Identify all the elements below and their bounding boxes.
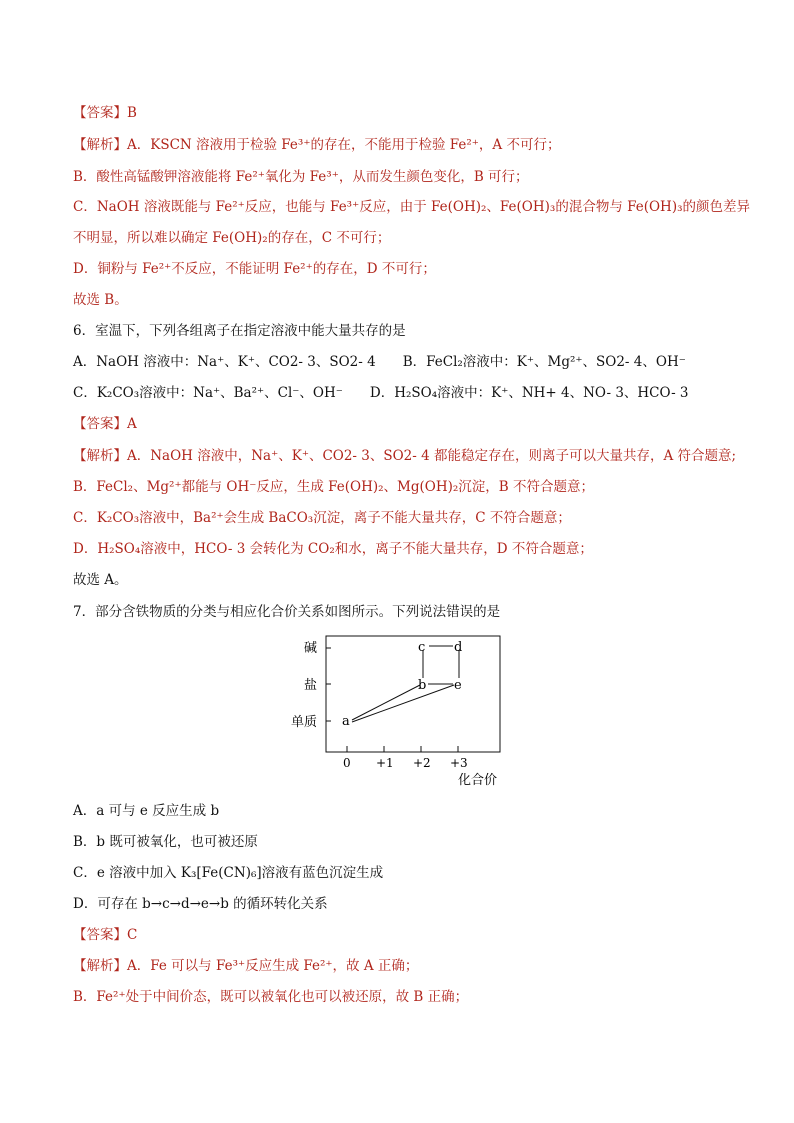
text-line: B．Fe²⁺处于中间价态，既可以被氧化也可以被还原，故 B 正确； [73, 989, 469, 1005]
x-label-1: +1 [376, 756, 394, 770]
line-a-b [352, 685, 420, 720]
text-line: 【解析】A．NaOH 溶液中，Na⁺、K⁺、CO2- 3、SO2- 4 都能稳定存在，则离子可以大量共存，A 符合题意; [73, 448, 737, 464]
text-line: A．NaOH 溶液中：Na⁺、K⁺、CO2- 3、SO2- 4 B．FeCl₂溶液中：K⁺、Mg²⁺、SO2- 4、OH⁻ [73, 354, 686, 370]
text-line: B．FeCl₂、Mg²⁺都能与 OH⁻反应，生成 Fe(OH)₂、Mg(OH)₂沉淀，B 不符合题意； [73, 479, 595, 495]
y-label-base: 碱 [304, 641, 318, 656]
point-d: d [454, 640, 463, 655]
text-line: C．K₂CO₃溶液中，Ba²⁺会生成 BaCO₃沉淀，离子不能大量共存，C 不符合题意； [73, 510, 571, 526]
line-a-e [352, 685, 454, 722]
text-line: 故选 A。 [73, 572, 128, 588]
text-line: C．e 溶液中加入 K₃[Fe(CN)₆]溶液有蓝色沉淀生成 [73, 865, 384, 881]
text-line: 【答案】A [73, 416, 137, 432]
text-line: 【答案】B [73, 105, 137, 121]
text-line: B．b 既可被氧化，也可被还原 [73, 834, 258, 850]
plot-frame [326, 636, 500, 752]
text-line: 故选 B。 [73, 292, 128, 308]
text-line: A．a 可与 e 反应生成 b [73, 803, 220, 819]
y-label-element: 单质 [291, 715, 318, 730]
point-b: b [418, 678, 427, 693]
point-c: c [418, 640, 426, 655]
text-line: 【解析】A．Fe 可以与 Fe³⁺反应生成 Fe²⁺，故 A 正确； [73, 958, 419, 974]
text-line: 【答案】C [73, 927, 138, 943]
x-label-3: +3 [450, 756, 468, 770]
text-line: B．酸性高锰酸钾溶液能将 Fe²⁺氧化为 Fe³⁺，从而发生颜色变化，B 可行； [73, 169, 529, 185]
text-line: C．K₂CO₃溶液中：Na⁺、Ba²⁺、Cl⁻、OH⁻ D．H₂SO₄溶液中：K⁺、NH+ 4、NO- 3、HCO- 3 [73, 385, 689, 401]
point-a: a [342, 714, 350, 729]
text-line: D．可存在 b→c→d→e→b 的循环转化关系 [73, 896, 328, 912]
text-line: D．H₂SO₄溶液中，HCO- 3 会转化为 CO₂和水，离子不能大量共存，D 不符合题意； [73, 541, 593, 557]
x-label-2: +2 [413, 756, 431, 770]
text-line: 【解析】A．KSCN 溶液用于检验 Fe³⁺的存在，不能用于检验 Fe²⁺，A 不可行； [73, 137, 561, 153]
iron-valence-diagram [290, 632, 530, 792]
text-line: D．铜粉与 Fe²⁺不反应，不能证明 Fe²⁺的存在，D 不可行； [73, 261, 436, 277]
text-line: C．NaOH 溶液既能与 Fe²⁺反应，也能与 Fe³⁺反应，由于 Fe(OH)₂、Fe(OH)₃的混合物与 Fe(OH)₃的颜色差异 [73, 199, 751, 215]
text-line: 7．部分含铁物质的分类与相应化合价关系如图所示。下列说法错误的是 [73, 604, 501, 620]
x-axis-title: 化合价 [458, 773, 498, 788]
text-line: 6．室温下，下列各组离子在指定溶液中能大量共存的是 [73, 323, 406, 339]
point-e: e [454, 678, 462, 693]
x-label-0: 0 [343, 756, 351, 770]
y-label-salt: 盐 [304, 678, 318, 693]
text-line: 不明显，所以难以确定 Fe(OH)₂的存在，C 不可行； [73, 230, 391, 246]
